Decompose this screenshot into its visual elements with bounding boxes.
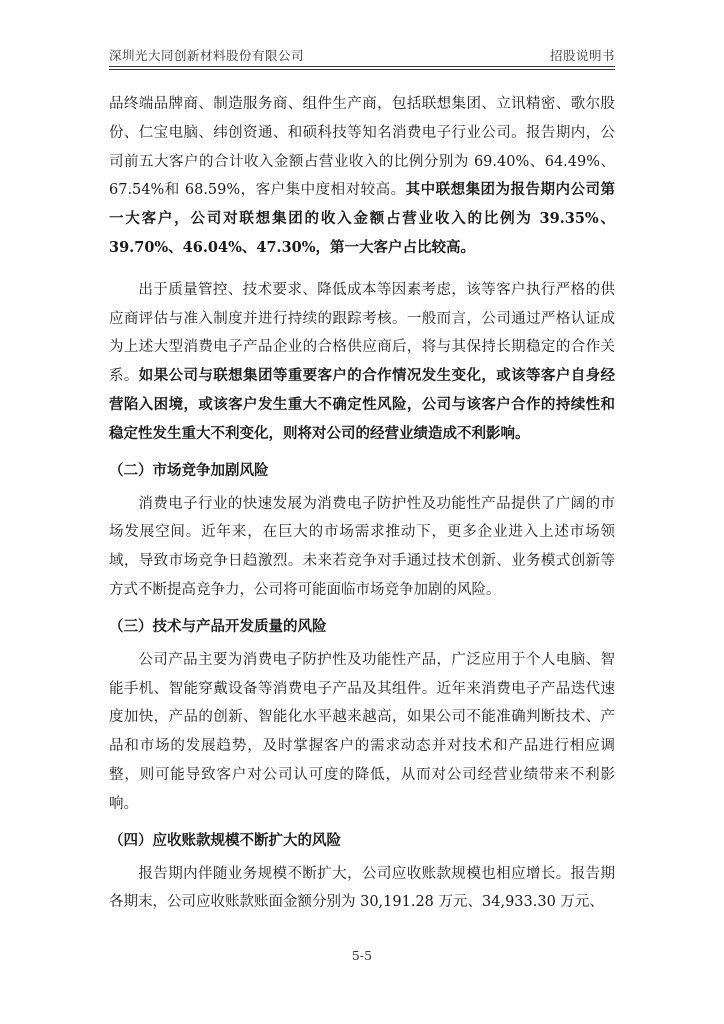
page-body — [109, 88, 615, 917]
section-heading-technology-risk: （三）技术与产品开发质量的风险 — [109, 618, 327, 635]
paragraph-text: 公司产品主要为消费电子防护性及功能性产品，广泛应用于个人电脑、智能手机、智能穿戴设备等消费电子产品及其组件。近年来消费电子产品迭代速度加快，产品的创新、智能化水平越来越高，如果公司不能准确判断技术、产品和市场的发展趋势，及时掌握客户的需求动态并对技术和产品进行相应调整，则可能导致客户对公司认可度的降低，从而对公司经营业绩带来不利影响。 — [109, 651, 615, 812]
page-number: 5-5 — [351, 948, 373, 963]
paragraph-text: 报告期内伴随业务规模不断扩大，公司应收账款规模也相应增长。报告期各期末，公司应收账款账面金额分别为 30,191.28 万元、34,933.30 万元、 — [109, 865, 615, 911]
page-header — [109, 44, 615, 68]
paragraph-bold-text: 其中联想集团为报告期内公司第一大客户，公司对联想集团的收入金额占营业收入的比例为 39.35%、39.70%、46.04%、47.30%，第一大客户占比较高。 — [109, 181, 616, 256]
paragraph-text: 消费电子行业的快速发展为消费电子防护性及功能性产品提供了广阔的市场发展空间。近年来，在巨大的市场需求推动下，更多企业进入上述市场领域，导致市场竞争日趋激烈。未来若竞争对手通过技术创新、业务模式创新等方式不断提高竞争力，公司将可能面临市场竞争加剧的风险。 — [109, 495, 615, 598]
paragraph-bold-text: 如果公司与联想集团等重要客户的合作情况发生变化，或该等客户自身经营陷入困境，或该客户发生重大不确定性风险，公司与该客户合作的持续性和稳定性发生重大不利变化，则将对公司的经营业绩造成不利影响。 — [109, 367, 616, 442]
paragraph-market-competition — [109, 490, 615, 605]
header-rule-thin — [109, 69, 615, 70]
header-document-title: 招股说明书 — [549, 48, 615, 63]
paragraph-major-customers — [109, 90, 615, 263]
header-rule — [109, 66, 615, 67]
header-company-name: 深圳光大同创新材料股份有限公司 — [109, 48, 305, 63]
paragraph-receivables-risk — [109, 860, 615, 918]
section-heading-market-competition: （二）市场竞争加剧风险 — [109, 462, 269, 479]
paragraph-technology-risk — [109, 646, 615, 819]
paragraph-text: 出于质量管控、技术要求、降低成本等因素考虑，该等客户执行严格的供应商评估与准入制度并进行持续的跟踪考核。一般而言，公司通过严格认证成为上述大型消费电子产品企业的合格供应商后，将与其保持长期稳定的合作关系。 — [109, 281, 615, 385]
paragraph-text: 品终端品牌商、制造服务商、组件生产商，包括联想集团、立讯精密、歌尔股份、仁宝电脑、纬创资通、和硕科技等知名消费电子行业公司。报告期内，公司前五大客户的合计收入金额占营业收入的比例分别为 69.40%、64.49%、67.54%和 68.59%，客户集中度相对较高。 — [109, 96, 615, 199]
paragraph-supplier-certification — [109, 276, 615, 449]
section-heading-receivables-risk: （四）应收账款规模不断扩大的风险 — [109, 832, 341, 849]
